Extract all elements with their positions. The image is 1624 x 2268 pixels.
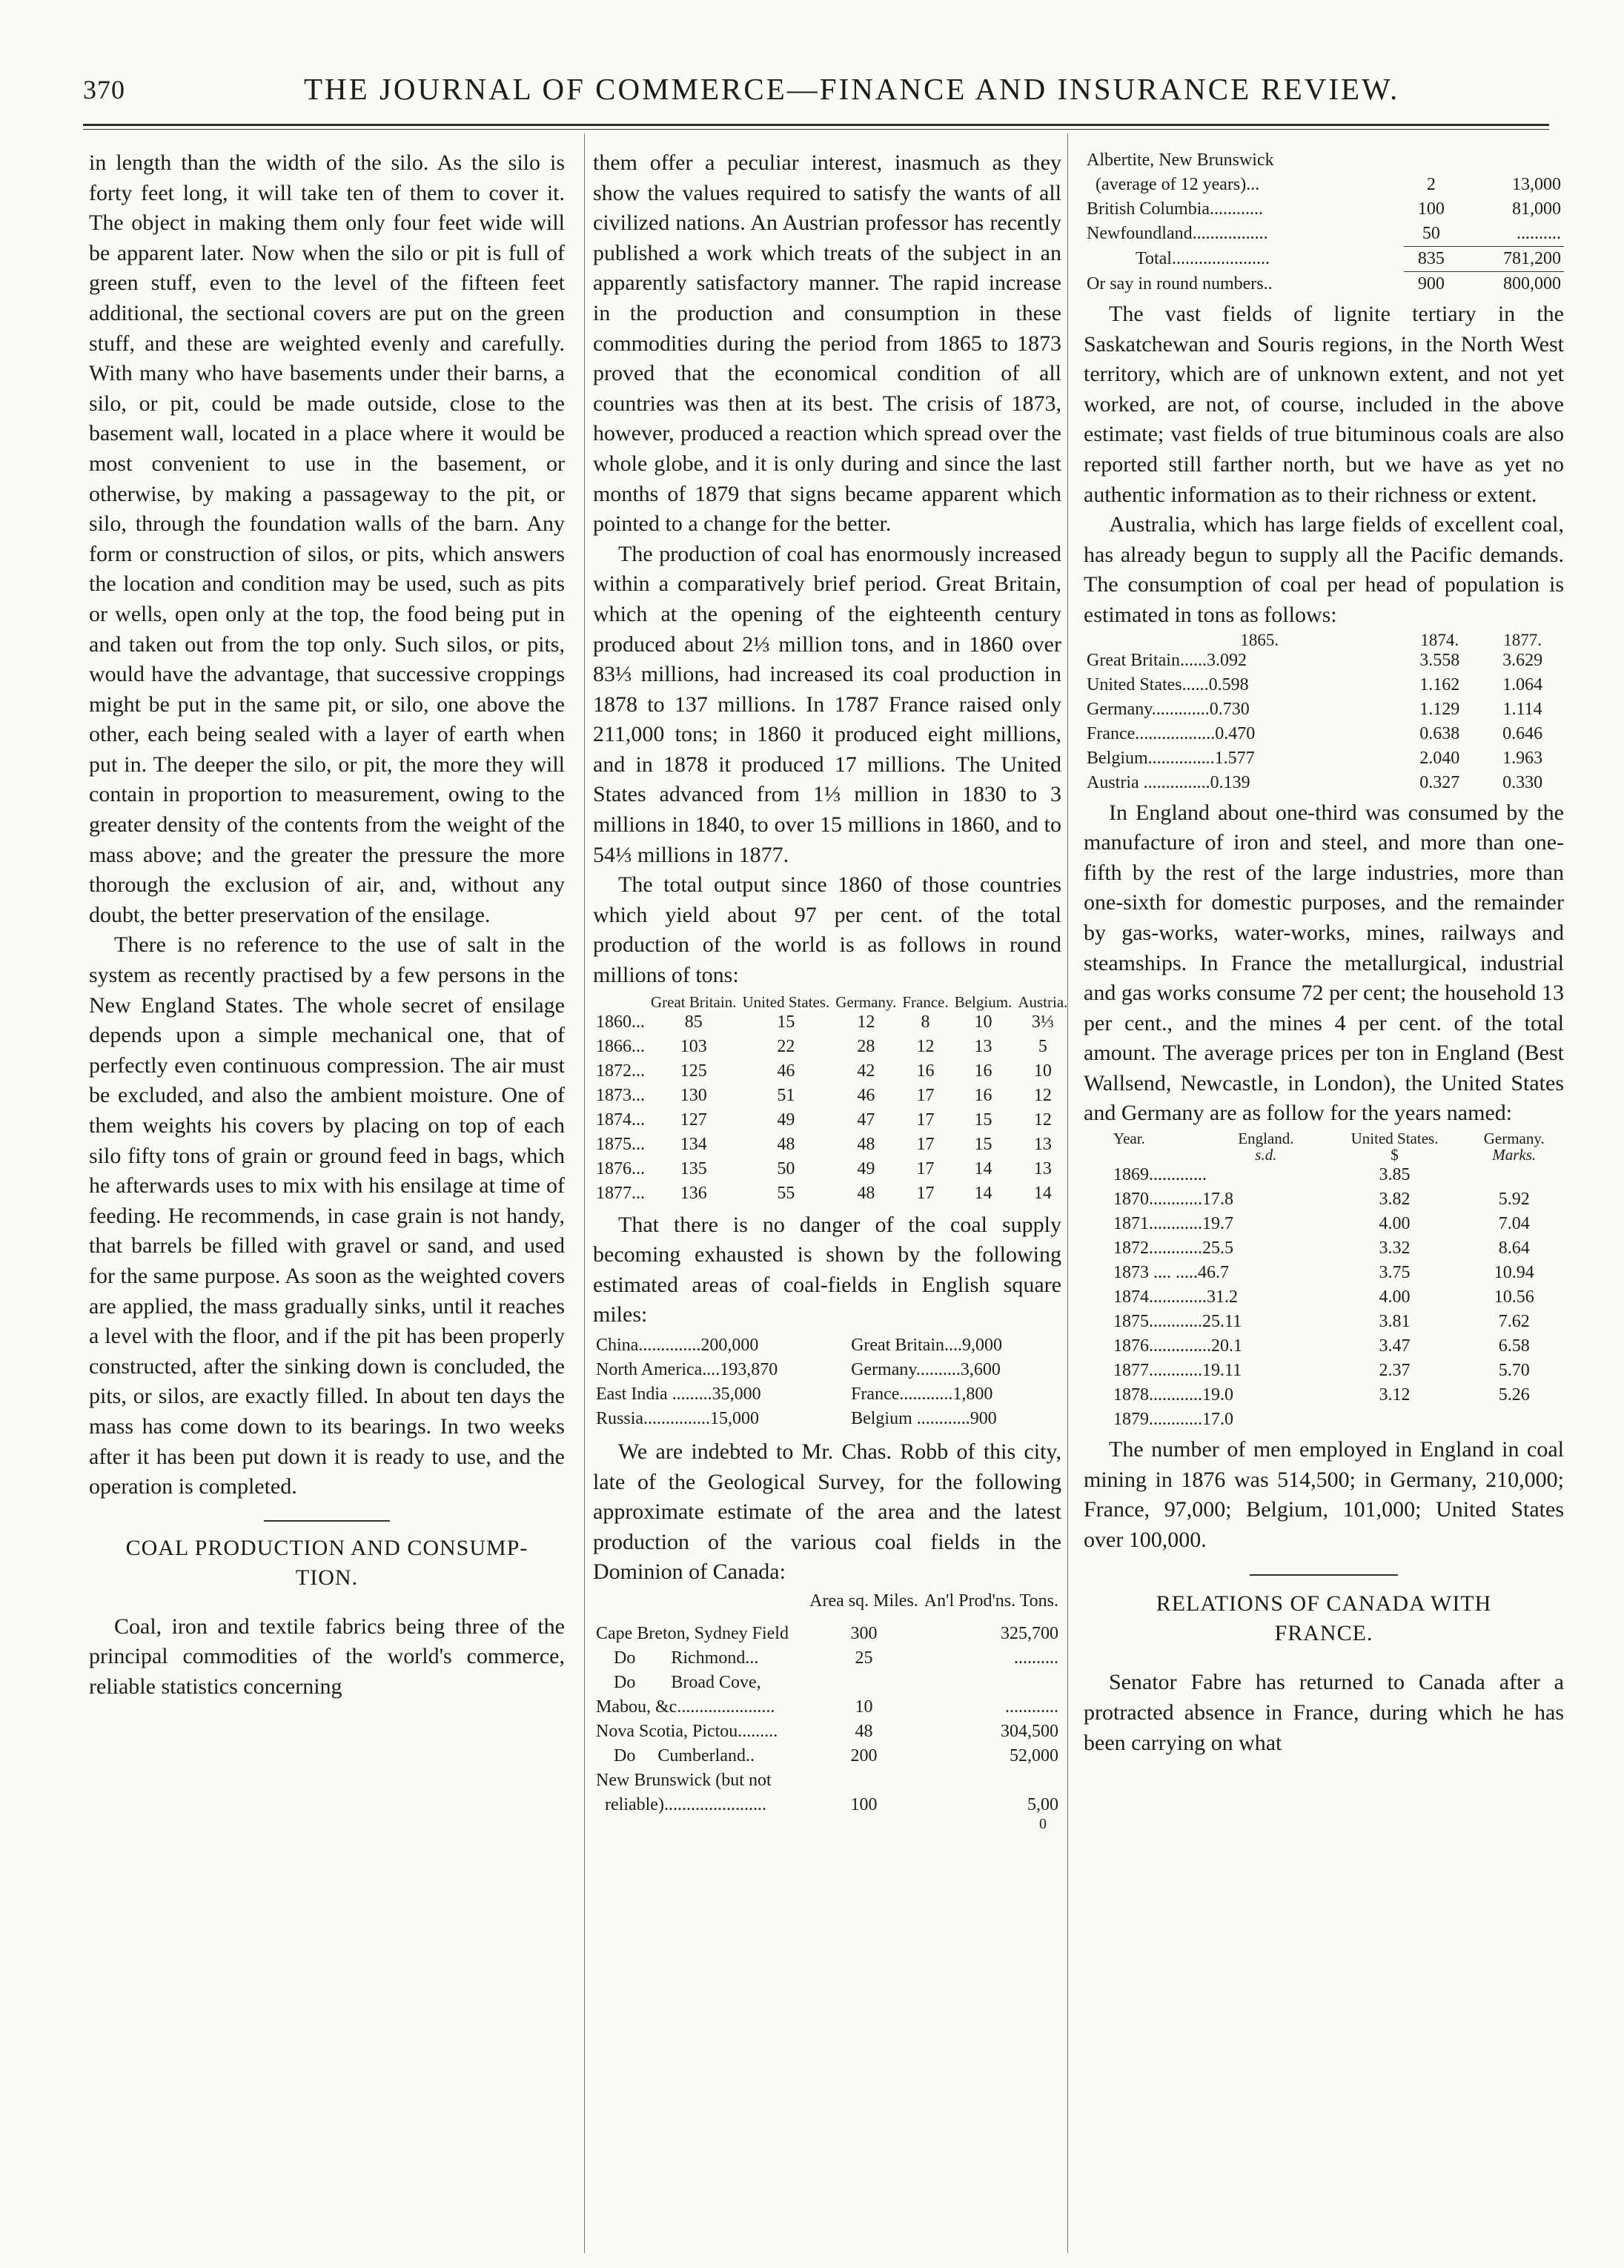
table-cell: 12 bbox=[1033, 1110, 1052, 1130]
table-cell: 1876... bbox=[596, 1158, 645, 1178]
table-cell: Germany..........3,600 bbox=[851, 1360, 1001, 1379]
table-cell: 300 bbox=[850, 1623, 878, 1643]
table-cell: 7.04 bbox=[1498, 1214, 1530, 1234]
table-cell: 28 bbox=[857, 1036, 875, 1056]
table-cell: Do Cumberland.. bbox=[596, 1745, 755, 1765]
table-cell: 1872... bbox=[596, 1061, 645, 1081]
table-cell: 1.114 bbox=[1502, 699, 1542, 719]
table-cell: 42 bbox=[857, 1061, 875, 1081]
table-row bbox=[593, 1333, 1061, 1358]
table-cell: Great Britain......3.092 bbox=[1087, 650, 1247, 670]
table-row bbox=[593, 1407, 1061, 1431]
section-heading-line: RELATIONS OF CANADA WITH bbox=[1156, 1591, 1492, 1617]
areas-table bbox=[593, 1333, 1061, 1431]
column-divider bbox=[584, 133, 585, 2253]
table-cell: 1869............. bbox=[1113, 1165, 1207, 1185]
table-header: Austria. bbox=[1018, 992, 1068, 1011]
table-cell: 16 bbox=[916, 1061, 935, 1081]
table-cell: 12 bbox=[916, 1036, 935, 1056]
table-cell: 10 bbox=[974, 1012, 992, 1032]
table-cell: 49 bbox=[777, 1110, 795, 1130]
table-row bbox=[1084, 1310, 1564, 1334]
table-cell: 1873 .... .....46.7 bbox=[1113, 1263, 1229, 1283]
table-header: United States. bbox=[1350, 1130, 1439, 1148]
table-cell: 85 bbox=[684, 1012, 703, 1032]
table-cell: 1875... bbox=[596, 1134, 645, 1154]
table-cell: 900 bbox=[1417, 274, 1445, 294]
table-cell: 1860... bbox=[596, 1012, 645, 1032]
table-cell: Great Britain....9,000 bbox=[851, 1336, 1003, 1355]
table-cell bbox=[806, 1768, 921, 1793]
table-row bbox=[1084, 1359, 1564, 1383]
table-cell: 10.56 bbox=[1494, 1287, 1534, 1307]
table-cell: 5.26 bbox=[1498, 1385, 1530, 1405]
table-cell: 1874... bbox=[596, 1110, 645, 1130]
table-cell: Do Broad Cove, bbox=[596, 1672, 761, 1692]
table-row bbox=[593, 1059, 1070, 1084]
table-cell: Belgium...............1.577 bbox=[1087, 748, 1255, 768]
table-cell: 134 bbox=[680, 1134, 707, 1154]
table-cell: 17 bbox=[916, 1085, 935, 1105]
paragraph: The number of men employed in England in coal mining in 1876 was 514,500; in Germany, 210,000; France, 97,000; Belgium, 101,000; United States over 100,000. bbox=[1084, 1437, 1564, 1552]
table-header: England. bbox=[1238, 1130, 1294, 1148]
table-cell: Mabou, &c...................... bbox=[596, 1697, 775, 1717]
table-cell: Do Richmond... bbox=[596, 1648, 759, 1668]
table-row bbox=[593, 1181, 1070, 1206]
table-cell: 17 bbox=[916, 1183, 935, 1203]
table-cell: 0.646 bbox=[1502, 723, 1543, 743]
table-cell: 12 bbox=[1033, 1085, 1052, 1105]
table-cell: Belgium ............900 bbox=[851, 1409, 997, 1428]
table-cell: 136 bbox=[680, 1183, 707, 1203]
paragraph: In England about one-third was consumed by the manufacture of iron and steel, and more than one-fifth by the rest of the large industries, more than one-sixth for domestic purposes, and the remainder by gas-works, water-works, mines, railways and steamships. In France the metallurgical, industrial and gas works consume 72 per cent; the household 13 per cent., and the mines 4 per cent. of the total amount. The average prices per ton in England (Best Wallsend, Newcastle, in London), the United States and Germany are as follow for the years named: bbox=[1084, 800, 1564, 1126]
per-head-table bbox=[1084, 632, 1564, 795]
table-row bbox=[593, 1035, 1070, 1059]
table-row bbox=[1084, 1212, 1564, 1236]
table-cell bbox=[1404, 148, 1458, 173]
table-cell: 3.82 bbox=[1379, 1190, 1411, 1210]
table-row bbox=[1084, 1407, 1564, 1432]
table-cell: 1876..............20.1 bbox=[1113, 1336, 1242, 1356]
table-row bbox=[593, 1358, 1061, 1382]
table-cell: 800,000 bbox=[1503, 274, 1561, 294]
table-cell: Cape Breton, Sydney Field bbox=[596, 1623, 789, 1643]
table-cell: 0.327 bbox=[1419, 772, 1460, 792]
page-number: 370 bbox=[83, 75, 125, 105]
table-cell: 7.62 bbox=[1498, 1312, 1530, 1332]
table-cell: East India .........35,000 bbox=[596, 1385, 761, 1404]
table-cell: 4.00 bbox=[1379, 1214, 1411, 1234]
table-cell: reliable)....................... bbox=[596, 1794, 766, 1814]
table-cell: 49 bbox=[857, 1158, 875, 1178]
paragraph: The total output since 1860 of those countries which yield about 97 per cent. of the total production of the world is as follows in round millions of tons: bbox=[593, 872, 1061, 988]
paragraph: them offer a peculiar interest, inasmuch as they show the values required to satisfy the wants of all civilized nations. An Austrian professor has recently published a work which treats of the subject in an apparently satisfactory manner. The rapid increase in the production and consumption in these commodities during the period from 1865 to 1873 proved that the economical condition of all countries was then at its best. The crisis of 1873, however, produced a reaction which spread over the whole globe, and it is only during and since the last months of 1879 that signs became apparent which pointed to a change for the better. bbox=[593, 150, 1061, 537]
table-header: 1865. bbox=[1240, 630, 1279, 649]
table-cell: 5.92 bbox=[1498, 1190, 1530, 1210]
table-cell: 47 bbox=[857, 1110, 875, 1130]
table-row bbox=[593, 1108, 1070, 1133]
table-cell: 17 bbox=[916, 1158, 935, 1178]
table-cell: 50 bbox=[1422, 224, 1440, 243]
table-header bbox=[593, 994, 648, 1010]
table-header: France. bbox=[902, 992, 949, 1011]
table-cell: 5,00 bbox=[1027, 1794, 1058, 1814]
table-cell: Nova Scotia, Pictou......... bbox=[596, 1721, 778, 1741]
table-cell: 15 bbox=[974, 1110, 992, 1130]
table-row bbox=[593, 1084, 1070, 1108]
table-cell bbox=[921, 1768, 1061, 1793]
table-cell: 15 bbox=[974, 1134, 992, 1154]
table-unit: s.d. bbox=[1255, 1146, 1277, 1164]
table-cell: 22 bbox=[777, 1036, 795, 1056]
table-cell: 3.629 bbox=[1502, 650, 1543, 670]
table-cell: 12 bbox=[857, 1012, 875, 1032]
table-row bbox=[1084, 1334, 1564, 1359]
paragraph: That there is no danger of the coal supply becoming exhausted is shown by the following estimated areas of coal-fields in English square miles: bbox=[593, 1212, 1061, 1327]
table-cell: 5 bbox=[1038, 1036, 1047, 1056]
table-cell: 100 bbox=[1417, 199, 1445, 219]
paragraph: Senator Fabre has returned to Canada after a protracted absence in France, during which he has been carrying on what bbox=[1084, 1670, 1564, 1755]
table-cell: 14 bbox=[1033, 1183, 1052, 1203]
table-cell: 1875............25.11 bbox=[1113, 1312, 1242, 1332]
table-row bbox=[1084, 1383, 1564, 1407]
table-cell: 6.58 bbox=[1498, 1336, 1530, 1356]
table-cell: 55 bbox=[777, 1183, 795, 1203]
table-cell: 10 bbox=[1033, 1061, 1052, 1081]
table-cell: 3.32 bbox=[1379, 1239, 1411, 1259]
table-cell: 52,000 bbox=[1010, 1745, 1058, 1765]
table-cell: 1871............19.7 bbox=[1113, 1214, 1233, 1234]
table-row bbox=[1084, 722, 1564, 746]
table-unit bbox=[1084, 1147, 1207, 1163]
table-cell: 16 bbox=[974, 1061, 992, 1081]
table-row bbox=[593, 1768, 1061, 1793]
table-cell: 13 bbox=[1033, 1134, 1052, 1154]
table-cell: United States......0.598 bbox=[1087, 674, 1249, 694]
table-cell: 48 bbox=[777, 1134, 795, 1154]
table-cell: 1.129 bbox=[1419, 699, 1460, 719]
canada-table bbox=[593, 1591, 1061, 1831]
table-row bbox=[1084, 197, 1564, 222]
paragraph: There is no reference to the use of salt in the system as recently practised by a few persons in the New England States. The whole secret of ensilage depends upon a simple mechanical one, that of perfectly even continuous compression. The air must be excluded, and also the ambient moisture. One of them weights his covers by placing on top of each silo fifty tons of grain or ground feed in bags, which he afterwards uses to mix with his ensilage at time of feeding. He recommends, in case grain is not handy, that barrels be filled with gravel or sand, and used for the same purpose. As soon as the weighted covers are applied, the mass gradually sinks, until it reaches a level with the floor, and if the pit has been properly constructed, after the sinking down is concluded, the pits, or silos, are exactly filled. In about ten days the mass has come down to its bearings. In two weeks after it has been put down it is ready to use, and the operation is completed. bbox=[89, 932, 565, 1499]
table-row bbox=[1084, 649, 1564, 673]
table-cell: 10 bbox=[855, 1697, 873, 1717]
table-row bbox=[593, 1671, 1061, 1695]
table-cell bbox=[1325, 1407, 1465, 1432]
table-cell: 200 bbox=[850, 1745, 878, 1765]
round-row bbox=[1084, 272, 1564, 297]
table-row bbox=[1084, 746, 1564, 771]
section-rule bbox=[1250, 1574, 1398, 1576]
table-cell: 781,200 bbox=[1458, 247, 1564, 272]
table-cell: (average of 12 years)... bbox=[1087, 175, 1260, 194]
table-cell bbox=[806, 1671, 921, 1695]
table-cell: ............ bbox=[1005, 1697, 1058, 1717]
table-cell: 8.64 bbox=[1498, 1239, 1530, 1259]
table-cell: 14 bbox=[974, 1158, 992, 1178]
table-cell: 2.040 bbox=[1419, 748, 1460, 768]
table-cell: 1.064 bbox=[1502, 674, 1543, 694]
table-header bbox=[1084, 632, 1121, 649]
table-cell bbox=[1465, 1407, 1565, 1432]
paragraph: Coal, iron and textile fabrics being three of the principal commodities of the world's commerce, reliable statistics concerning bbox=[89, 1614, 565, 1699]
table-cell: 81,000 bbox=[1512, 199, 1561, 219]
table-row bbox=[593, 1720, 1061, 1744]
table-cell: 25 bbox=[855, 1648, 873, 1668]
table-cell: 48 bbox=[857, 1183, 875, 1203]
column-1 bbox=[89, 148, 565, 1702]
table-cell: 1877... bbox=[596, 1183, 645, 1203]
canada-table-continued bbox=[1084, 148, 1564, 296]
table-cell: North America....193,870 bbox=[596, 1360, 778, 1379]
table-row bbox=[1084, 1261, 1564, 1285]
column-2 bbox=[593, 148, 1068, 1832]
table-cell: New Brunswick (but not bbox=[596, 1770, 772, 1790]
table-row bbox=[593, 1133, 1070, 1157]
stray-mark: 0 bbox=[1039, 1815, 1047, 1832]
table-header bbox=[593, 1591, 806, 1611]
table-header: Great Britain. bbox=[651, 992, 737, 1011]
table-row bbox=[593, 1157, 1070, 1181]
table-cell: .......... bbox=[1517, 224, 1561, 243]
table-cell bbox=[1465, 1163, 1565, 1187]
table-header: Germany. bbox=[1483, 1130, 1545, 1148]
table-cell: 1879............17.0 bbox=[1113, 1410, 1233, 1430]
table-cell: 100 bbox=[850, 1794, 878, 1814]
table-row bbox=[1084, 173, 1564, 197]
table-cell: 1866... bbox=[596, 1036, 645, 1056]
table-row bbox=[593, 1695, 1061, 1720]
table-cell: 127 bbox=[680, 1110, 707, 1130]
table-cell: 2 bbox=[1426, 175, 1436, 194]
table-header: 1874. bbox=[1420, 630, 1459, 649]
table-cell: 15 bbox=[777, 1012, 795, 1032]
column-3 bbox=[1084, 148, 1564, 1758]
table-cell: 17 bbox=[916, 1110, 935, 1130]
table-cell: 304,500 bbox=[1001, 1721, 1058, 1741]
table-row bbox=[1084, 1163, 1564, 1187]
total-row bbox=[1084, 247, 1564, 272]
table-cell: China..............200,000 bbox=[596, 1336, 759, 1355]
table-header: 1877. bbox=[1503, 630, 1542, 649]
table-cell: 46 bbox=[857, 1085, 875, 1105]
table-cell: 3.12 bbox=[1379, 1385, 1411, 1405]
header-rule-thin bbox=[83, 129, 1549, 130]
prices-table bbox=[1084, 1130, 1564, 1432]
table-cell: 4.00 bbox=[1379, 1287, 1411, 1307]
paragraph: Australia, which has large fields of excellent coal, has already begun to supply all the Pacific demands. The consumption of coal per head of population is estimated in tons as follows: bbox=[1084, 512, 1564, 627]
table-cell: .......... bbox=[1014, 1648, 1058, 1668]
table-header: Belgium. bbox=[954, 992, 1012, 1011]
table-row bbox=[593, 1382, 1061, 1407]
table-cell: Or say in round numbers.. bbox=[1087, 273, 1273, 294]
table-row bbox=[593, 1646, 1061, 1671]
table-cell: 1.963 bbox=[1502, 748, 1543, 768]
table-cell: 13 bbox=[1033, 1158, 1052, 1178]
table-cell: 3⅓ bbox=[1031, 1012, 1054, 1032]
journal-title: THE JOURNAL OF COMMERCE—FINANCE AND INSURANCE REVIEW. bbox=[304, 72, 1400, 106]
table-row bbox=[1084, 1187, 1564, 1212]
paragraph: We are indebted to Mr. Chas. Robb of this city, late of the Geological Survey, for the following approximate estimate of the area and the latest production of the various coal fields in the Dominion of Canada: bbox=[593, 1439, 1061, 1585]
table-cell: 2.37 bbox=[1379, 1361, 1411, 1381]
table-cell bbox=[921, 1671, 1061, 1695]
table-row bbox=[1084, 222, 1564, 247]
section-heading-line: TION. bbox=[295, 1565, 359, 1590]
section-heading-line: COAL PRODUCTION AND CONSUMP- bbox=[125, 1535, 528, 1560]
table-cell: 0.638 bbox=[1419, 723, 1460, 743]
table-cell: 13,000 bbox=[1512, 175, 1561, 194]
table-cell: 1.162 bbox=[1419, 674, 1460, 694]
table-cell: France..................0.470 bbox=[1087, 723, 1256, 743]
table-cell: 46 bbox=[777, 1061, 795, 1081]
table-header: Year. bbox=[1113, 1130, 1145, 1148]
table-cell bbox=[1458, 148, 1564, 173]
table-row bbox=[593, 1793, 1061, 1817]
table-cell: 835 bbox=[1404, 247, 1458, 272]
table-cell: 17 bbox=[916, 1134, 935, 1154]
table-cell: 3.47 bbox=[1379, 1336, 1411, 1356]
paragraph: The vast fields of lignite tertiary in the Saskatchewan and Souris regions, in the North West territory, which are of unknown extent, and not yet worked, are not, of course, included in the above estimate; vast fields of true bituminous coals are also reported still farther north, but we have as yet no authentic information as to their richness or extent. bbox=[1084, 302, 1564, 507]
table-row bbox=[1084, 697, 1564, 722]
table-cell: 125 bbox=[680, 1061, 707, 1081]
table-header: Germany. bbox=[835, 992, 897, 1011]
table-cell: Albertite, New Brunswick bbox=[1087, 150, 1274, 170]
table-cell: 14 bbox=[974, 1183, 992, 1203]
table-cell: 130 bbox=[680, 1085, 707, 1105]
table-header: United States. bbox=[742, 992, 830, 1011]
table-cell: Germany.............0.730 bbox=[1087, 699, 1250, 719]
paragraph: in length than the width of the silo. As the silo is forty feet long, it will take ten of them to cover it. The object in making them only four feet wide will be apparent later. Now when the silo or pit is full of green stuff, even to the level of the fifteen feet additional, the sectional covers are put on the green stuff, and these are weighted evenly and carefully. With many who have basements under their barns, a silo, or pit, could be made outside, close to the basement wall, located in a place where it would be most convenient to use in the basement, or otherwise, by making a passageway to the pit, or silo, through the foundation walls of the barn. Any form or construction of silos, or pits, which answers the location and condition may be used, such as pits or wells, open only at the top, the food being put in and taken out from the top only. Such silos, or pits, would have the advantage, that successive croppings might be put in the same pit, or silo, one above the other, each being sealed with a layer of earth when put in. The deeper the silo, or pit, the more they will contain in proportion to measurement, owing to the greater density of the contents from the weight of the mass above; and the greater the pressure the more thorough the exclusion of air, and, without any doubt, the better preservation of the ensilage. bbox=[89, 150, 565, 927]
table-row bbox=[1084, 771, 1564, 795]
table-row bbox=[593, 1010, 1070, 1035]
table-cell: 13 bbox=[974, 1036, 992, 1056]
table-row bbox=[593, 1622, 1061, 1646]
table-cell: Total...................... bbox=[1136, 249, 1270, 269]
table-cell: 16 bbox=[974, 1085, 992, 1105]
table-cell: France............1,800 bbox=[851, 1385, 993, 1404]
output-table bbox=[593, 994, 1070, 1206]
table-unit: $ bbox=[1391, 1146, 1399, 1164]
table-cell: 8 bbox=[921, 1012, 930, 1032]
section-rule bbox=[264, 1520, 390, 1522]
table-cell: 3.75 bbox=[1379, 1263, 1411, 1283]
table-cell: 3.81 bbox=[1379, 1312, 1411, 1332]
table-cell: 103 bbox=[680, 1036, 707, 1056]
table-cell: 3.85 bbox=[1379, 1165, 1411, 1185]
table-cell: British Columbia............ bbox=[1087, 199, 1264, 219]
table-row bbox=[1084, 1285, 1564, 1310]
table-cell: 48 bbox=[857, 1134, 875, 1154]
table-cell: 51 bbox=[777, 1085, 795, 1105]
table-row bbox=[1084, 1236, 1564, 1261]
table-cell: 1870............17.8 bbox=[1113, 1190, 1233, 1210]
table-cell: 1877............19.11 bbox=[1113, 1361, 1242, 1381]
section-heading-line: FRANCE. bbox=[1274, 1621, 1373, 1646]
table-header: Area sq. Miles. bbox=[809, 1591, 918, 1611]
header-rule bbox=[83, 124, 1549, 126]
table-cell: 1872............25.5 bbox=[1113, 1239, 1233, 1259]
table-cell: 135 bbox=[680, 1158, 707, 1178]
table-row bbox=[1084, 148, 1564, 173]
table-cell: 1874.............31.2 bbox=[1113, 1287, 1238, 1307]
table-cell: 0.330 bbox=[1502, 772, 1543, 792]
table-cell: 5.70 bbox=[1498, 1361, 1530, 1381]
table-cell: 325,700 bbox=[1001, 1623, 1058, 1643]
table-cell: 3.558 bbox=[1419, 650, 1460, 670]
table-cell: 10.94 bbox=[1494, 1263, 1534, 1283]
table-cell: 1878............19.0 bbox=[1113, 1385, 1233, 1405]
table-cell: Russia...............15,000 bbox=[596, 1409, 760, 1428]
table-unit: Marks. bbox=[1492, 1146, 1537, 1164]
table-cell: 50 bbox=[777, 1158, 795, 1178]
table-cell: 48 bbox=[855, 1721, 873, 1741]
table-cell: Austria ...............0.139 bbox=[1087, 772, 1250, 792]
table-row bbox=[593, 1744, 1061, 1768]
table-cell: Newfoundland................. bbox=[1087, 224, 1268, 244]
table-header: An'l Prod'ns. Tons. bbox=[924, 1591, 1058, 1611]
table-row bbox=[1084, 673, 1564, 697]
paragraph: The production of coal has enormously increased within a comparatively brief period. Great Britain, which at the opening of the eighteenth century produced about 2⅓ million tons, and in 1860 over 83⅓ millions, had increased its coal production in 1878 to 137 millions. In 1787 France raised only 211,000 tons; in 1860 it produced eight millions, and in 1878 it produced 17 millions. The United States advanced from 1⅓ million in 1830 to 3 millions in 1840, to over 15 millions in 1860, and to 54⅓ millions in 1877. bbox=[593, 541, 1061, 867]
table-cell: 1873... bbox=[596, 1085, 645, 1105]
